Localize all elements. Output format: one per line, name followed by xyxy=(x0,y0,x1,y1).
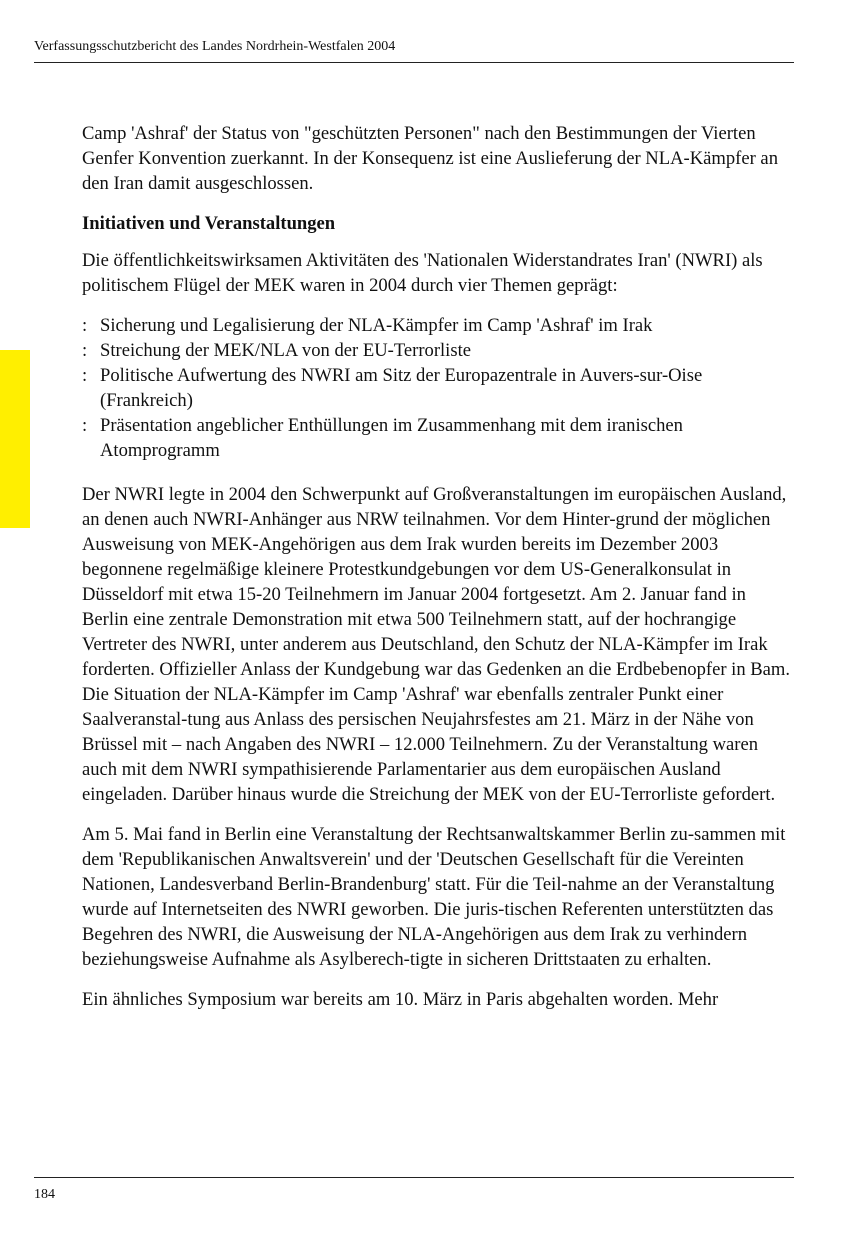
list-item: : Präsentation angeblicher Enthüllungen im Zusammenhang mit dem iranischen Atomprogramm xyxy=(82,413,794,463)
page-body xyxy=(82,121,794,1027)
section-intro-paragraph: Die öffentlichkeitswirksamen Aktivitäten des 'Nationalen Widerstandrates Iran' (NWRI) als politischem Flügel der MEK waren in 2004 durch vier Themen geprägt: xyxy=(82,250,763,296)
paragraph-demonstrations: Der NWRI legte in 2004 den Schwerpunkt auf Großveranstaltungen im europäischen Ausland, an denen auch NWRI-Anhänger aus NRW teilnahmen. Vor dem Hinter-grund der möglichen Ausweisung von MEK-Angehörigen aus dem Irak wurden bereits im Dezember 2003 begonnene regelmäßige kleinere Protestkundgebungen vor dem US-Generalkonsulat in Düsseldorf mit etwa 15-20 Teilnehmern im Januar 2004 fortgesetzt. Am 2. Januar fand in Berlin eine zentrale Demonstration mit etwa 500 Teilnehmern statt, auf der hochrangige Vertreter des NWRI, unter anderem aus Deutschland, den Schutz der NLA-Kämpfer im Irak forderten. Offizieller Anlass der Kundgebung war das Gedenken an die Erdbebenopfer in Bam. Die Situation der NLA-Kämpfer im Camp 'Ashraf' war ebenfalls zentraler Punkt einer Saalveranstal-tung aus Anlass des persischen Neujahrsfestes am 21. März in der Nähe von Brüssel mit – nach Angaben des NWRI – 12.000 Teilnehmern. Zu der Veranstaltung waren auch mit dem NWRI sympathisierende Parlamentarier aus dem europäischen Ausland eingeladen. Darüber hinaus wurde die Streichung der MEK von der EU-Terrorliste gefordert. xyxy=(82,484,791,805)
topic-list xyxy=(82,313,794,463)
header-divider xyxy=(34,62,794,63)
list-item: : Streichung der MEK/NLA von der EU-Terrorliste xyxy=(82,338,794,363)
margin-marker xyxy=(0,350,30,528)
section-heading: Initiativen und Veranstaltungen xyxy=(82,213,336,234)
list-item: : Sicherung und Legalisierung der NLA-Kämpfer im Camp 'Ashraf' im Irak xyxy=(82,313,794,338)
footer-divider xyxy=(34,1177,794,1178)
paragraph-paris-symposium: Ein ähnliches Symposium war bereits am 10. März in Paris abgehalten worden. Mehr xyxy=(82,989,719,1010)
paragraph-berlin-event: Am 5. Mai fand in Berlin eine Veranstaltung der Rechtsanwaltskammer Berlin zu-sammen mit dem 'Republikanischen Anwaltsverein' und der 'Deutschen Gesellschaft für die Vereinten Nationen, Landesverband Berlin-Brandenburg' statt. Für die Teil-nahme an der Veranstaltung wurde auf Internetseiten des NWRI geworben. Die juris-tischen Referenten unterstützten das Begehren des NWRI, die Ausweisung der NLA-Angehörigen aus dem Irak zu verhindern beziehungsweise Aufnahme als Asylberech-tigte in sicheren Drittstaaten zu erhalten. xyxy=(82,824,786,970)
page-number: 184 xyxy=(34,1187,55,1202)
running-header-title: Verfassungsschutzbericht des Landes Nordrhein-Westfalen 2004 xyxy=(34,39,396,54)
list-item: : Politische Aufwertung des NWRI am Sitz der Europazentrale in Auvers-sur-Oise (Frankreich) xyxy=(82,363,794,413)
intro-paragraph: Camp 'Ashraf' der Status von "geschützten Personen" nach den Bestimmungen der Vierten Genfer Konvention zuerkannt. In der Konsequenz ist eine Auslieferung der NLA-Kämpfer an den Iran damit ausgeschlossen. xyxy=(82,123,778,194)
